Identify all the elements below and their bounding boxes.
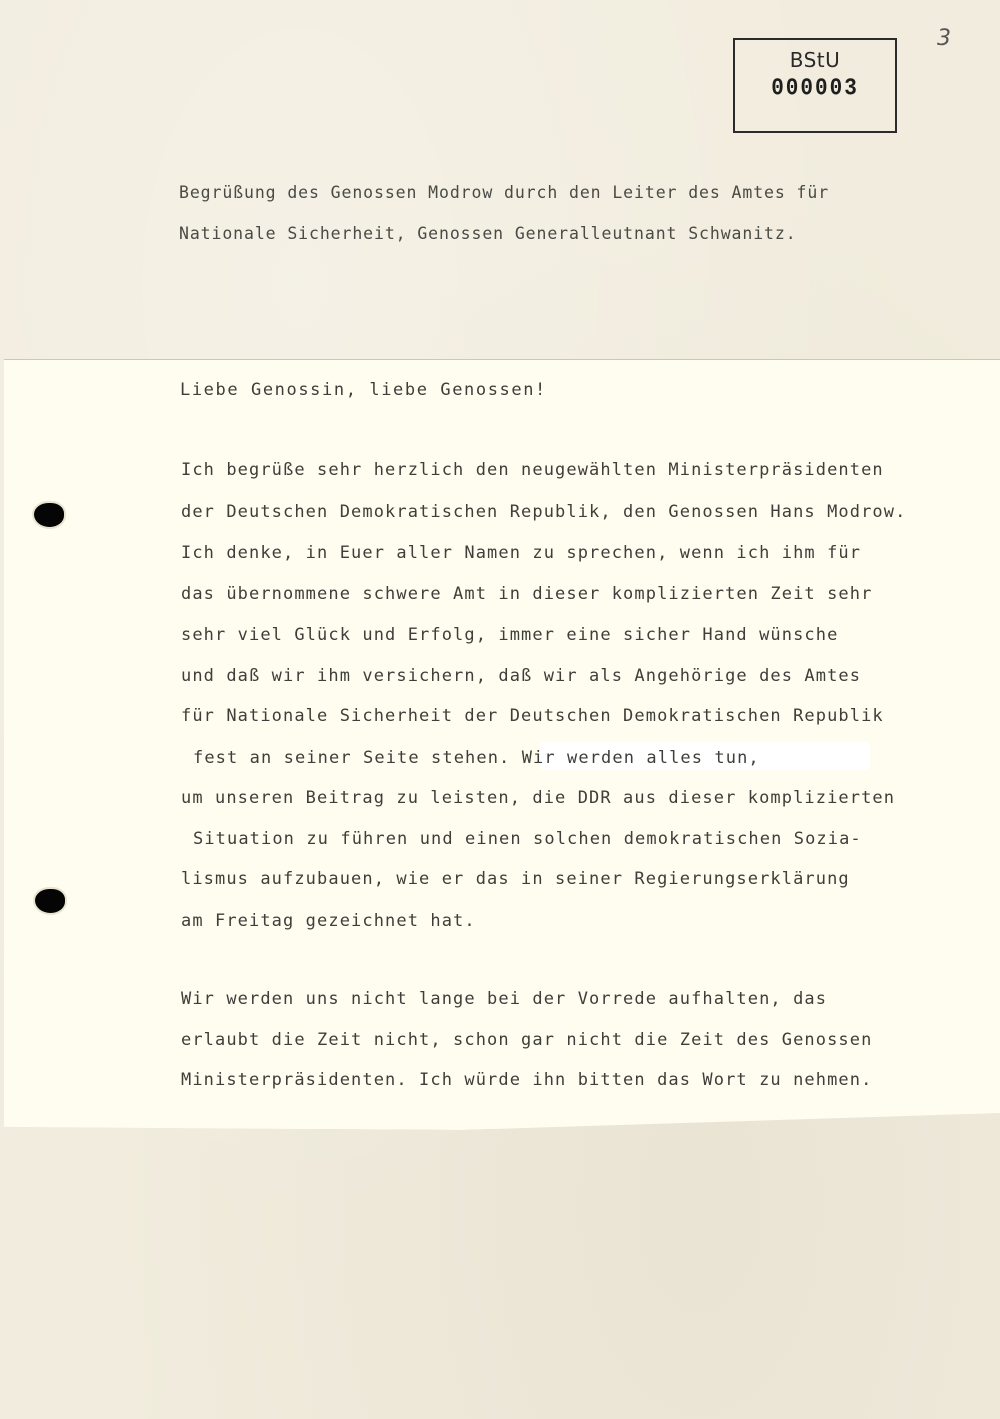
stamp-title: BStU — [789, 48, 841, 72]
paragraph-line: Wir werden uns nicht lange bei der Vorrede aufhalten, das — [181, 989, 828, 1009]
archive-stamp — [733, 38, 897, 133]
punch-hole-icon — [34, 503, 64, 527]
paragraph-line: Ministerpräsidenten. Ich würde ihn bitten das Wort zu nehmen. — [181, 1070, 873, 1090]
paragraph-line: lismus aufzubauen, wie er das in seiner Regierungserklärung — [181, 869, 850, 889]
stamp-number: 000003 — [771, 76, 859, 103]
paragraph-line: der Deutschen Demokratischen Republik, den Genossen Hans Modrow. — [181, 502, 907, 522]
handwritten-page-number: 3 — [937, 26, 951, 51]
paragraph-line: und daß wir ihm versichern, daß wir als Angehörige des Amtes — [181, 666, 862, 686]
paragraph-line: fest an seiner Seite stehen. Wir werden alles tun, — [193, 748, 760, 768]
paragraph-line: Ich begrüße sehr herzlich den neugewählten Ministerpräsidenten — [181, 460, 884, 480]
paragraph-line: für Nationale Sicherheit der Deutschen Demokratischen Republik — [181, 706, 884, 726]
paragraph-line: sehr viel Glück und Erfolg, immer eine sicher Hand wünsche — [181, 625, 839, 645]
paragraph-line: das übernommene schwere Amt in dieser komplizierten Zeit sehr — [181, 584, 873, 604]
paragraph-line: erlaubt die Zeit nicht, schon gar nicht die Zeit des Genossen — [181, 1030, 873, 1050]
heading-line: Nationale Sicherheit, Genossen Generalleutnant Schwanitz. — [179, 224, 797, 243]
paragraph-line: Ich denke, in Euer aller Namen zu sprechen, wenn ich ihm für — [181, 543, 862, 563]
document-heading — [179, 172, 829, 254]
paragraph-line: am Freitag gezeichnet hat. — [181, 911, 476, 931]
salutation: Liebe Genossin, liebe Genossen! — [180, 380, 547, 400]
paragraph-line: Situation zu führen und einen solchen demokratischen Sozia- — [193, 829, 862, 849]
heading-line: Begrüßung des Genossen Modrow durch den Leiter des Amtes für — [179, 183, 830, 202]
paragraph-line: um unseren Beitrag zu leisten, die DDR aus dieser komplizierten — [181, 788, 896, 808]
punch-hole-icon — [35, 889, 65, 913]
